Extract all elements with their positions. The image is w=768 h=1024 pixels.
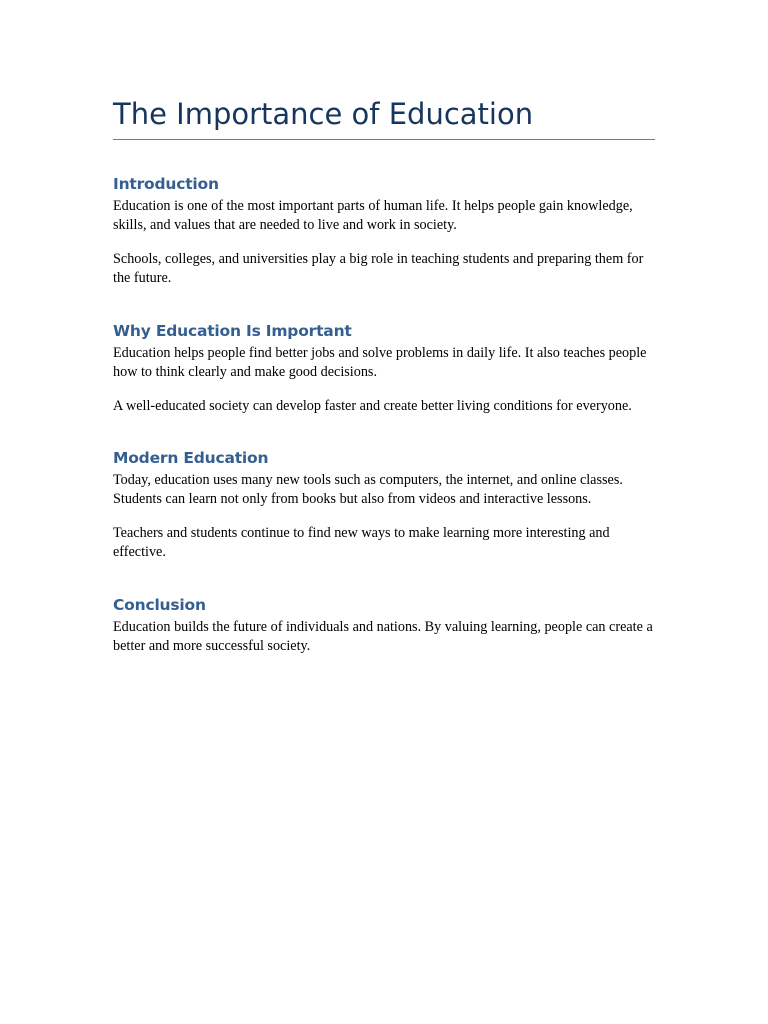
section-heading: Modern Education bbox=[113, 449, 269, 467]
paragraph: Education helps people find better jobs and solve problems in daily life. It also teaches people how to think clearly and make good decisions. bbox=[113, 345, 647, 380]
section-heading: Why Education Is Important bbox=[113, 322, 352, 340]
section-introduction bbox=[113, 174, 655, 288]
paragraph: Education builds the future of individuals and nations. By valuing learning, people can create a better and more successful society. bbox=[113, 619, 653, 654]
section-heading: Conclusion bbox=[113, 596, 206, 614]
section-conclusion bbox=[113, 595, 655, 656]
title-divider bbox=[113, 139, 655, 140]
paragraph: Today, education uses many new tools such as computers, the internet, and online classes. Students can learn not only from books but also from videos and interactive lessons. bbox=[113, 472, 623, 507]
document-page bbox=[113, 96, 655, 656]
paragraph: A well-educated society can develop faster and create better living conditions for everyone. bbox=[113, 398, 632, 414]
document-title: The Importance of Education bbox=[113, 97, 534, 131]
paragraph: Education is one of the most important parts of human life. It helps people gain knowledge, skills, and values that are needed to live and work in society. bbox=[113, 198, 633, 233]
paragraph: Teachers and students continue to find new ways to make learning more interesting and effective. bbox=[113, 525, 610, 560]
section-modern-education bbox=[113, 448, 655, 562]
section-why-important bbox=[113, 321, 655, 416]
paragraph: Schools, colleges, and universities play a big role in teaching students and preparing them for the future. bbox=[113, 251, 644, 286]
section-heading: Introduction bbox=[113, 175, 219, 193]
